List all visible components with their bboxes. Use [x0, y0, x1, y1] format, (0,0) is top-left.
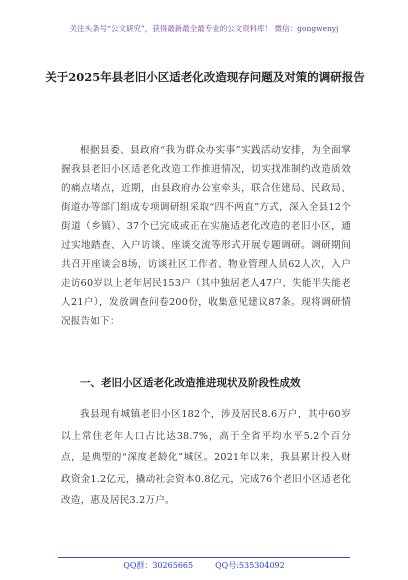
footer-contact [0, 560, 408, 571]
document-title: 关于2025年县老旧小区适老化改造现存问题及对策的调研报告 [45, 70, 365, 84]
footer-divider [58, 557, 350, 558]
intro-paragraph: 根据县委、县政府“我为群众办实事”实践活动安排，为全面掌握我县老旧小区适老化改造工作推进情况，切实找准制约改造质效的痛点堵点，近期，由县政府办公室牵头，联合住建局、民政局、街道办等部门组成专项调研组采取“四不两直”方式，深入全县12个街道（乡镇）、37个已完成或正在实施适老化改造的老旧小区，通过实地踏查、入户访谈、座谈交流等形式开展专题调研。调研期间共召开座谈会8场，访谈社区工作者、物业管理人员62人次，入户走访60岁以上老年居民153户（其中独居老人47户、失能半失能老人21户），发放调查问卷200份，收集意见建议87条。现将调研情况报告如下： [61, 145, 351, 327]
section-heading-1: 一、老旧小区适老化改造推进现状及阶段性成效 [80, 377, 301, 389]
header-promo-note: 关注头条号“公文研究”，获得最新最全最专业的公文资料库！ 微信：gongwenyj [69, 24, 339, 33]
footer-qq-group: QQ群：30265665 [123, 561, 194, 570]
section-1-paragraph: 我县现有城镇老旧小区182个，涉及居民8.6万户，其中60岁以上常住老年人口占比达38.7%，高于全省平均水平5.2个百分点，是典型的“深度老龄化”城区。2021年以来，我县累计投入财政资金1.2亿元，撬动社会资本0.8亿元，完成76个老旧小区适老化改造，惠及居民3.2万户。 [61, 409, 351, 506]
footer-qq: QQ号:535304092 [215, 561, 285, 570]
